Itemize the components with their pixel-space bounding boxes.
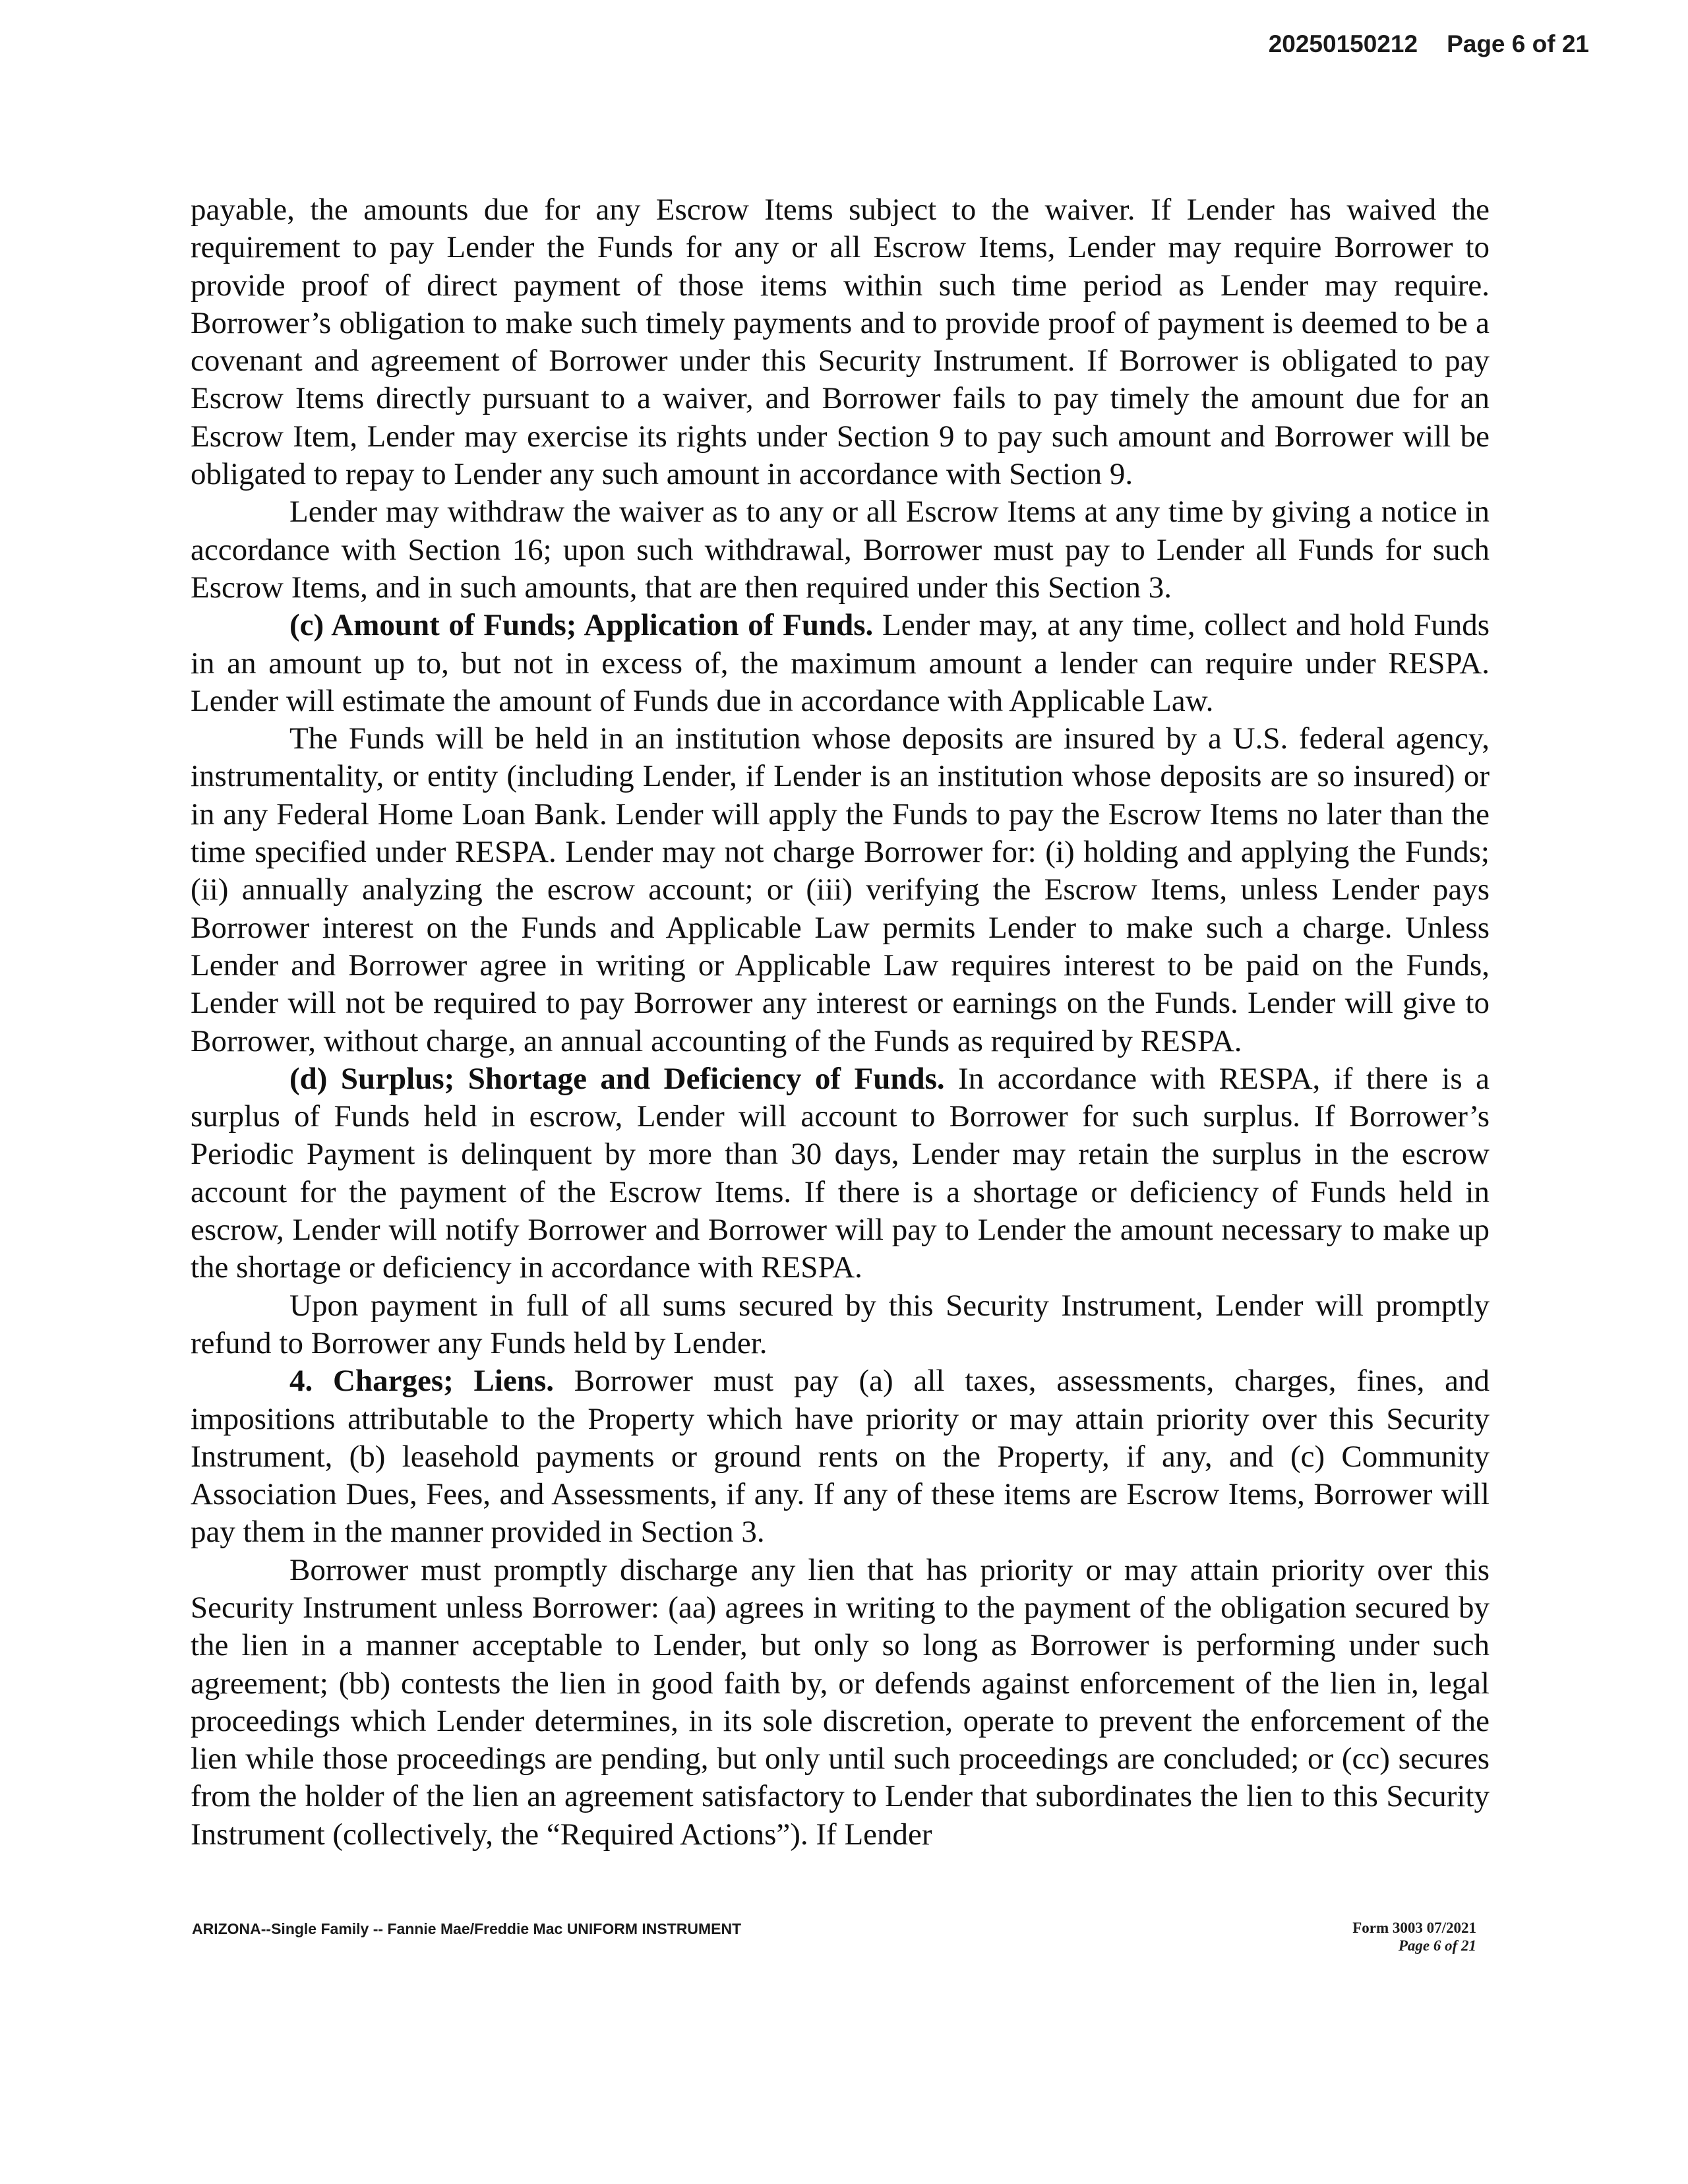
paragraph [191,1362,1490,1551]
paragraph-heading: (c) Amount of Funds; Application of Funds. [289,608,874,643]
paragraph-text: Borrower must pay (a) all taxes, assessments, charges, fines, and impositions attributable to the Property which have priority or may attain priority over this Security Instrument, (b) leasehold payments or ground rents on the Property, if any, and (c) Community Association Dues, Fees, and Assessments, if any. If any of these items are Escrow Items, Borrower will pay them in the manner provided in Section 3. [191,1364,1490,1550]
paragraph [191,720,1490,1060]
paragraph-text: Lender may withdraw the waiver as to any or all Escrow Items at any time by giving a notice in accordance with Section 16; upon such withdrawal, Borrower must pay to Lender all Funds for such Escrow Items, and in such amounts, that are then required under this Section 3. [191,495,1490,605]
footer-page-number: Page 6 of 21 [1398,1937,1476,1954]
paragraph-text: Upon payment in full of all sums secured by this Security Instrument, Lender will promptly refund to Borrower any Funds held by Lender. [191,1288,1490,1360]
paragraph [191,191,1490,493]
paragraph-text: Lender may, at any time, collect and hold Funds in an amount up to, but not in excess of, the maximum amount a lender can require under RESPA. Lender will estimate the amount of Funds due in accordance with Applicable Law. [191,608,1490,718]
footer-form-number: Form 3003 07/2021 [1352,1920,1476,1936]
recording-stamp [1269,30,1589,58]
paragraph [191,1552,1490,1854]
paragraph-heading: 4. Charges; Liens. [289,1364,555,1399]
paragraph-heading: (d) Surplus; Shortage and Deficiency of Funds. [289,1061,945,1096]
document-body [191,191,1490,1854]
footer-instrument-title: ARIZONA--Single Family -- Fannie Mae/Freddie Mac UNIFORM INSTRUMENT [192,1920,742,1937]
paragraph [191,1060,1490,1287]
paragraph-text: payable, the amounts due for any Escrow Items subject to the waiver. If Lender has waived the requirement to pay Lender the Funds for any or all Escrow Items, Lender may require Borrower to provide proof of direct payment of those items within such time period as Lender may require. Borrower’s obligation to make such timely payments and to provide proof of payment is deemed to be a covenant and agreement of Borrower under this Security Instrument. If Borrower is obligated to pay Escrow Items directly pursuant to a waiver, and Borrower fails to pay timely the amount due for an Escrow Item, Lender may exercise its rights under Section 9 to pay such amount and Borrower will be obligated to repay to Lender any such amount in accordance with Section 9. [191,193,1490,492]
footer-form-info [1352,1919,1476,1955]
document-number: 20250150212 [1268,30,1418,57]
paragraph [191,493,1490,607]
paragraph [191,607,1490,720]
page-indicator: Page 6 of 21 [1447,30,1589,57]
paragraph-text: Borrower must promptly discharge any lien that has priority or may attain priority over this Security Instrument unless Borrower: (aa) agrees in writing to the payment of the obligation secured by the lien in a manner acceptable to Lender, but only so long as Borrower is performing under such agreement; (bb) contests the lien in good faith by, or defends against enforcement of the lien in, legal proceedings which Lender determines, in its sole discretion, operate to prevent the enforcement of the lien while those proceedings are pending, but only until such proceedings are concluded; or (cc) secures from the holder of the lien an agreement satisfactory to Lender that subordinates the lien to this Security Instrument (collectively, the “Required Actions”). If Lender [191,1552,1490,1852]
paragraph-text: In accordance with RESPA, if there is a surplus of Funds held in escrow, Lender will account to Borrower for such surplus. If Borrower’s Periodic Payment is delinquent by more than 30 days, Lender may retain the surplus in the escrow account for the payment of the Escrow Items. If there is a shortage or deficiency of Funds held in escrow, Lender will notify Borrower and Borrower will pay to Lender the amount necessary to make up the shortage or deficiency in accordance with RESPA. [191,1061,1490,1285]
paragraph [191,1287,1490,1363]
paragraph-text: The Funds will be held in an institution whose deposits are insured by a U.S. federal agency, instrumentality, or entity (including Lender, if Lender is an institution whose deposits are so insured) or in any Federal Home Loan Bank. Lender will apply the Funds to pay the Escrow Items no later than the time specified under RESPA. Lender may not charge Borrower for: (i) holding and applying the Funds; (ii) annually analyzing the escrow account; or (iii) verifying the Escrow Items, unless Lender pays Borrower interest on the Funds and Applicable Law permits Lender to make such a charge. Unless Lender and Borrower agree in writing or Applicable Law requires interest to be paid on the Funds, Lender will not be required to pay Borrower any interest or earnings on the Funds. Lender will give to Borrower, without charge, an annual accounting of the Funds as required by RESPA. [191,721,1490,1058]
